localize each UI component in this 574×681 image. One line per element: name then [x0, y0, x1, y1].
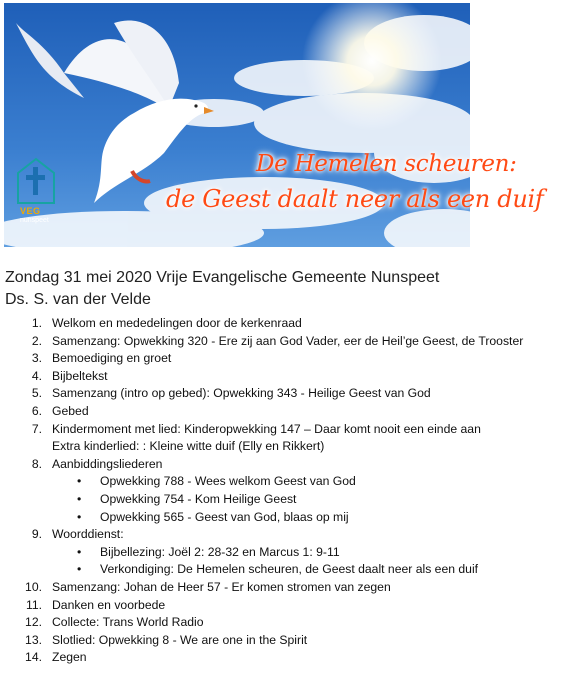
- logo-place: nunspeet: [20, 217, 49, 224]
- list-item-number: 2.: [31, 333, 42, 348]
- list-item-number: 11.: [25, 597, 42, 612]
- list-item-continuation: [0, 438, 574, 456]
- list-item: [0, 526, 574, 544]
- list-item: [0, 597, 574, 615]
- sub-list-item-text: Verkondiging: De Hemelen scheuren, de Geest daalt neer als een duif: [100, 562, 479, 577]
- banner-title-line-1: De Hemelen scheuren:: [256, 151, 517, 177]
- list-item-text: Bemoediging en groet: [52, 351, 172, 366]
- list-item: [0, 632, 574, 650]
- sub-list-item: [0, 473, 574, 491]
- list-item: [0, 385, 574, 403]
- preacher-name: Ds. S. van der Velde: [5, 291, 151, 308]
- list-item: [0, 614, 574, 632]
- list-item: [0, 368, 574, 386]
- list-item-text: Zegen: [52, 650, 87, 665]
- list-item-number: 9.: [31, 527, 42, 542]
- list-item-text: Gebed: [52, 403, 89, 418]
- list-item: [0, 315, 574, 333]
- list-item-text: Collecte: Trans World Radio: [52, 615, 204, 630]
- sub-list-item-text: Bijbellezing: Joël 2: 28-32 en Marcus 1: 9-11: [100, 544, 340, 559]
- list-item-number: 13.: [25, 632, 42, 647]
- bullet-icon: •: [77, 491, 82, 506]
- list-item-number: 4.: [31, 368, 42, 383]
- list-item-number: 14.: [25, 650, 42, 665]
- list-item-text: Samenzang: Johan de Heer 57 - Er komen stromen van zegen: [52, 579, 391, 594]
- sub-list-item: [0, 544, 574, 562]
- sub-list-item: [0, 491, 574, 509]
- list-item-number: 12.: [25, 615, 42, 630]
- list-item-text: Samenzang: Opwekking 320 - Ere zij aan God Vader, eer de Heil’ge Geest, de Trooster: [52, 333, 524, 348]
- sub-list-item: [0, 509, 574, 527]
- list-item-text: Kindermoment met lied: Kinderopwekking 147 – Daar komt nooit een einde aan: [52, 421, 481, 436]
- list-item-text: Samenzang (intro op gebed): Opwekking 343 - Heilige Geest van God: [52, 386, 431, 401]
- list-item-text: Aanbiddingsliederen: [52, 456, 163, 471]
- list-item-number: 6.: [31, 403, 42, 418]
- list-item: [0, 421, 574, 439]
- service-heading: Zondag 31 mei 2020 Vrije Evangelische Gemeente Nunspeet: [5, 269, 440, 286]
- list-item-number: 7.: [31, 421, 42, 436]
- sub-list-item-text: Opwekking 788 - Wees welkom Geest van God: [100, 474, 356, 489]
- order-of-service-list: [0, 315, 574, 667]
- sub-list-item-text: Opwekking 754 - Kom Heilige Geest: [100, 491, 297, 506]
- list-item-number: 10.: [25, 579, 42, 594]
- list-item-number: 3.: [31, 351, 42, 366]
- list-item: [0, 350, 574, 368]
- list-item-text: Woorddienst:: [52, 527, 124, 542]
- sub-list-item-text: Opwekking 565 - Geest van God, blaas op mij: [100, 509, 349, 524]
- list-item-text: Slotlied: Opwekking 8 - We are one in the Spirit: [52, 632, 308, 647]
- logo-name: VEG: [20, 206, 41, 216]
- list-item-text: Bijbeltekst: [52, 368, 108, 383]
- sub-list-item: [0, 561, 574, 579]
- list-item: [0, 579, 574, 597]
- list-item: [0, 333, 574, 351]
- list-item: [0, 456, 574, 474]
- list-item-number: 5.: [31, 386, 42, 401]
- bullet-icon: •: [77, 509, 82, 524]
- list-item-text: Danken en voorbede: [52, 597, 166, 612]
- bullet-icon: •: [77, 474, 82, 489]
- list-item: [0, 649, 574, 667]
- banner-image: [4, 3, 544, 247]
- bullet-icon: •: [77, 544, 82, 559]
- list-item-number: 8.: [31, 456, 42, 471]
- list-item-text: Welkom en mededelingen door de kerkenraad: [52, 316, 302, 330]
- list-item-number: 1.: [31, 316, 42, 330]
- list-item-text: Extra kinderlied: : Kleine witte duif (Elly en Rikkert): [52, 439, 325, 454]
- bullet-icon: •: [77, 562, 82, 577]
- list-item: [0, 403, 574, 421]
- banner-title-line-2: de Geest daalt neer als een duif: [166, 185, 544, 213]
